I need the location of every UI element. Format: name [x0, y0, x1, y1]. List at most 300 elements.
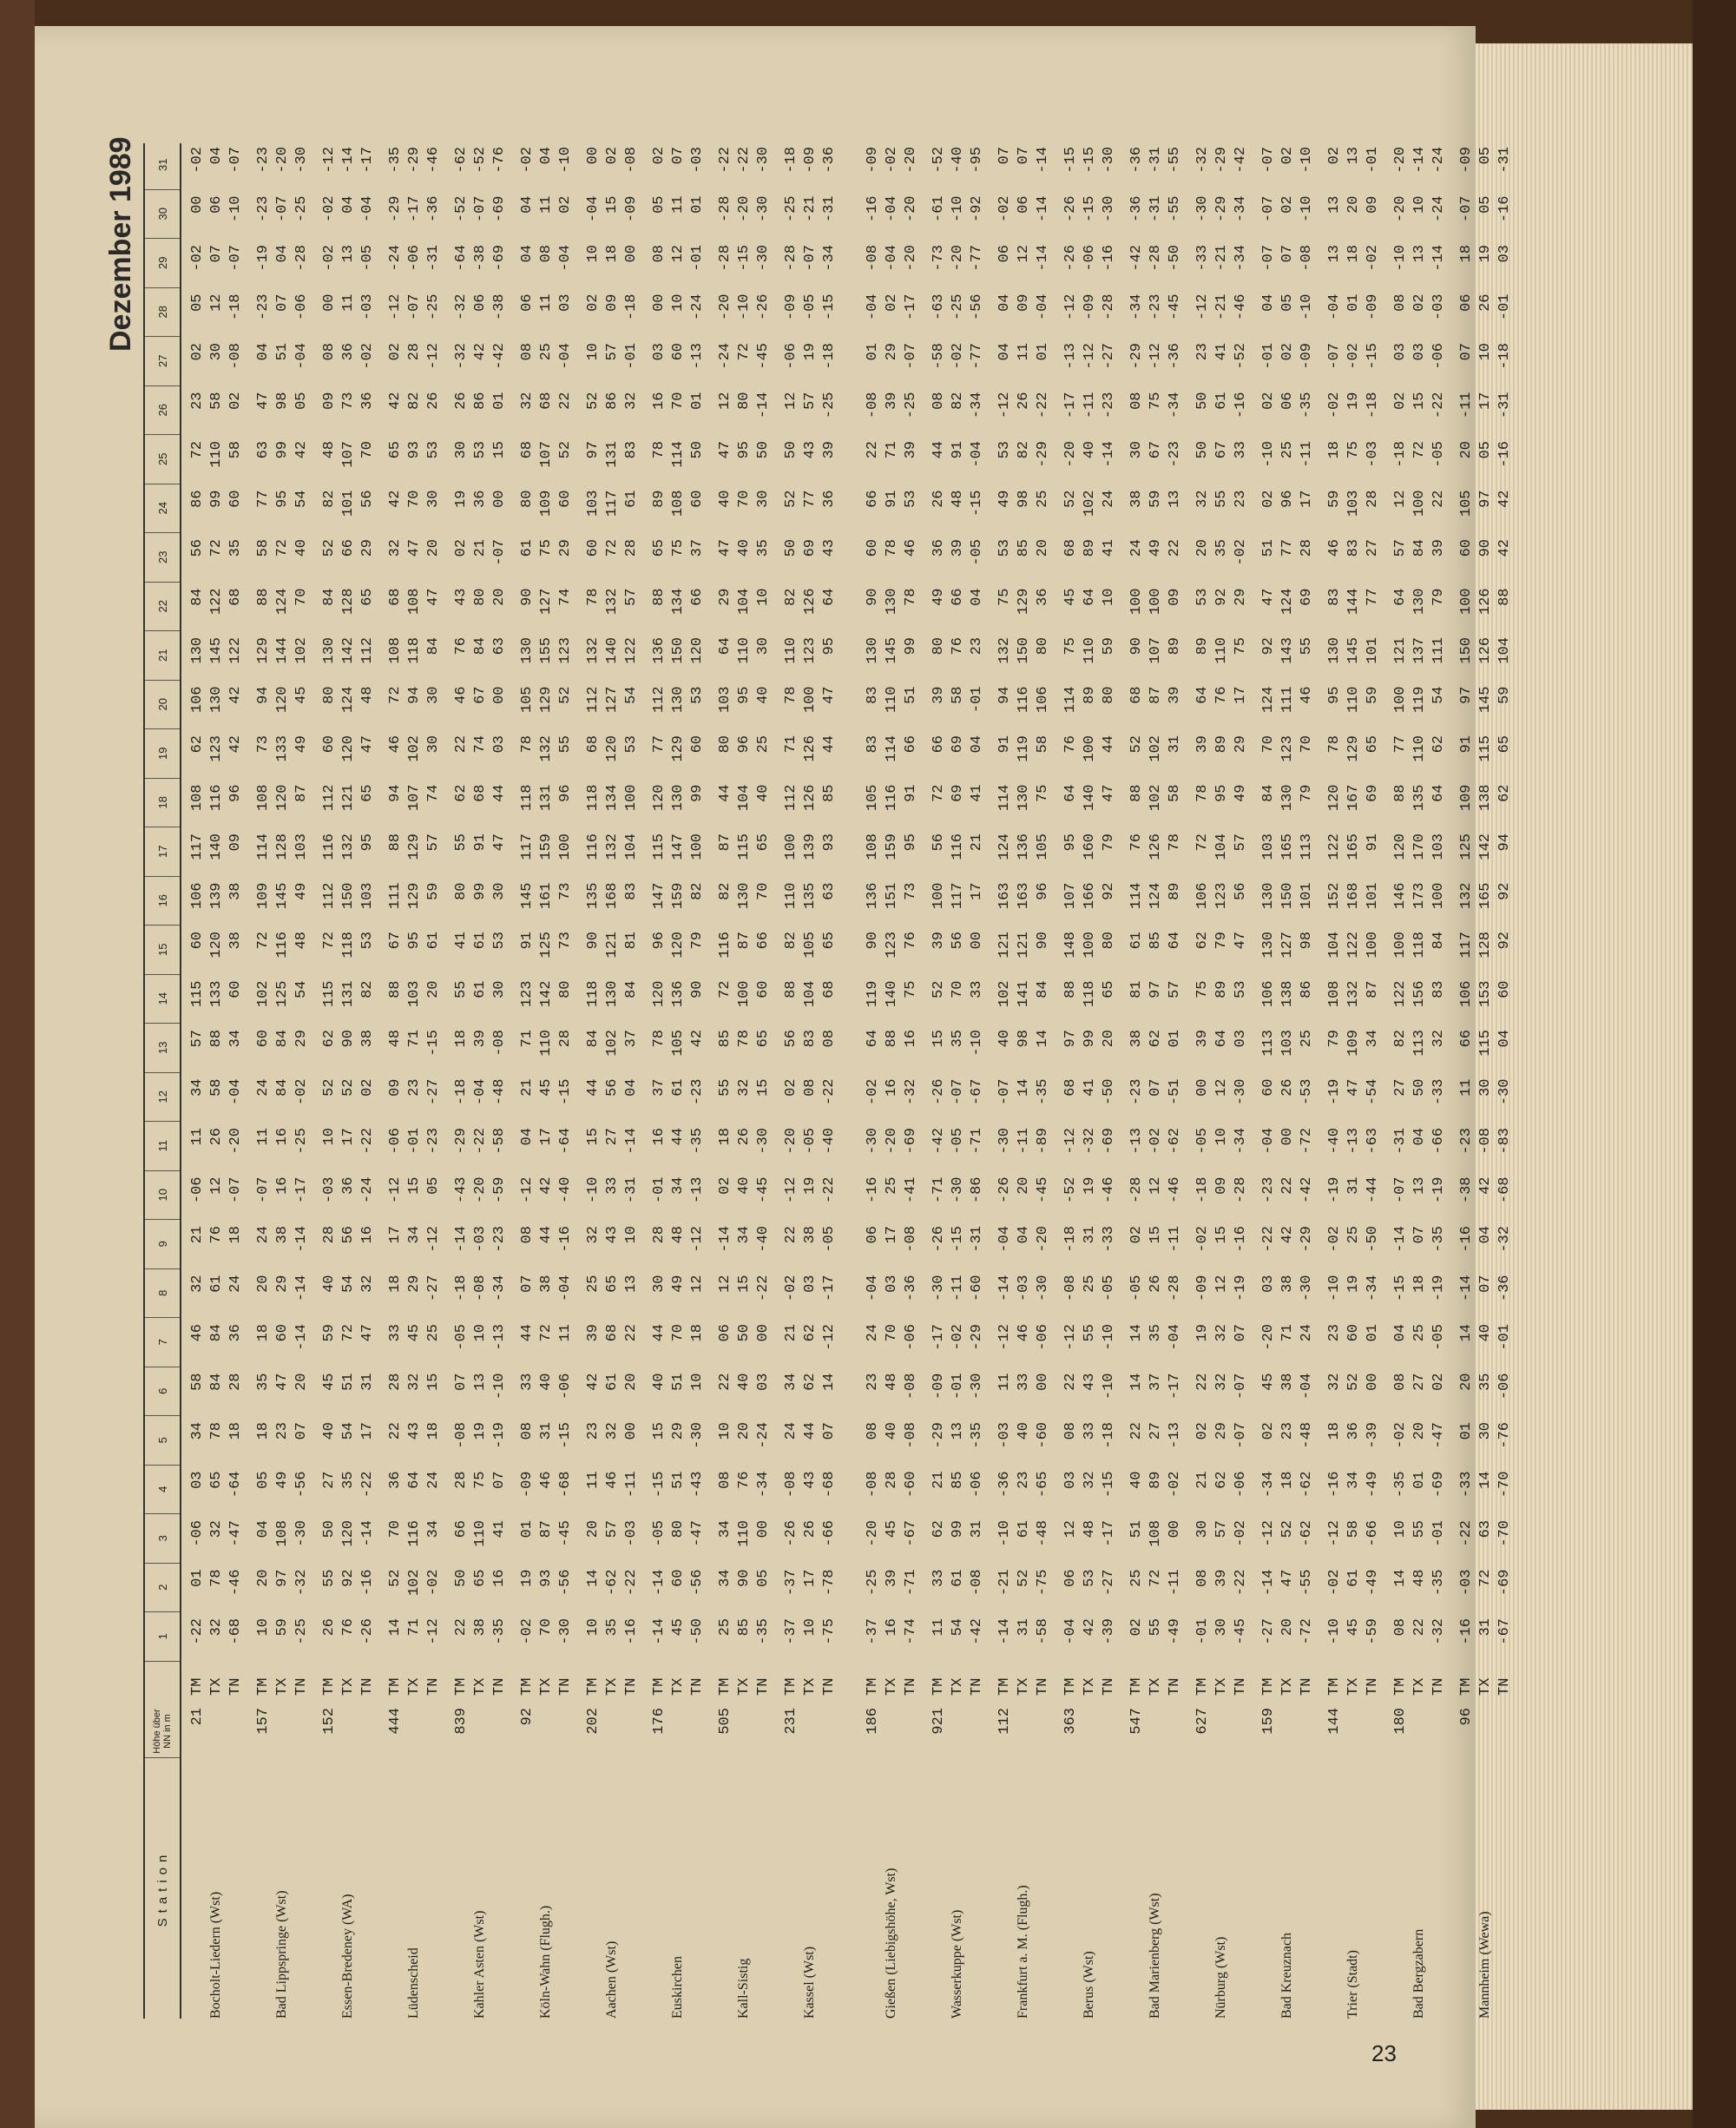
temperature-cell: 55 — [321, 1569, 338, 1587]
temperature-cell: 14 — [1392, 1569, 1409, 1587]
temperature-cell: -20 — [903, 245, 919, 272]
temperature-cell: 78 — [783, 686, 799, 704]
temperature-cell: -34 — [1260, 1471, 1277, 1499]
temperature-cell: 46 — [1299, 686, 1315, 704]
temperature-cell: 72 — [930, 784, 947, 802]
station-height: 180 — [1392, 1708, 1409, 1735]
temperature-cell: 94 — [406, 686, 423, 704]
temperature-cell: 13 — [340, 245, 357, 263]
temperature-cell: 65 — [359, 784, 376, 802]
temperature-cell: -02 — [1326, 1226, 1343, 1253]
temperature-cell: 47 — [1101, 784, 1117, 802]
temperature-cell: 75 — [1194, 980, 1211, 998]
temperature-cell: 27 — [1147, 1422, 1164, 1440]
temperature-cell: -58 — [1035, 1618, 1051, 1645]
temperature-cell: 88 — [255, 588, 272, 606]
temperature-cell: 100 — [1082, 735, 1098, 762]
temperature-cell: 03 — [1260, 1275, 1277, 1293]
temperature-cell: -08 — [1299, 245, 1315, 272]
temperature-cell: -21 — [1213, 245, 1230, 272]
temperature-cell: -30 — [1101, 195, 1117, 223]
temperature-cell: 32 — [208, 1618, 225, 1637]
temperature-cell: 27 — [321, 1471, 338, 1489]
station-name: Trier (Stadt) — [1345, 1950, 1360, 2019]
temperature-cell: 76 — [340, 1618, 357, 1637]
temperature-cell: 89 — [1147, 1471, 1164, 1489]
temperature-cell: 09 — [1016, 293, 1032, 312]
temperature-cell: 28 — [651, 1226, 667, 1244]
temperature-cell: 50 — [736, 1324, 753, 1342]
temperature-cell: 130 — [1260, 932, 1277, 959]
temperature-cell: 55 — [1213, 490, 1230, 508]
temperature-cell: 18 — [255, 1422, 272, 1440]
temperature-cell: -20 — [274, 147, 291, 174]
temperature-cell: -14 — [1458, 1275, 1475, 1302]
temperature-cell: 10 — [1477, 343, 1494, 361]
temperature-cell: -14 — [996, 1618, 1013, 1645]
temperature-cell: 03 — [802, 1275, 819, 1293]
temperature-cell: 15 — [930, 1030, 947, 1048]
temperature-cell: 65 — [472, 1569, 489, 1587]
temperature-cell: 100 — [1458, 588, 1475, 616]
temperature-cell: -70 — [1496, 1471, 1513, 1499]
temperature-cell: -22 — [189, 1618, 206, 1645]
temperature-cell: 20 — [736, 1422, 753, 1440]
temperature-cell: -34 — [1167, 392, 1183, 419]
temperature-cell: 127 — [604, 686, 621, 714]
temperature-cell: 105 — [519, 686, 536, 714]
temperature-cell: -09 — [623, 195, 640, 223]
temperature-cell: 22 — [453, 1618, 470, 1637]
temperature-cell: 32 — [1194, 490, 1211, 508]
temperature-cell: -54 — [1364, 1078, 1381, 1106]
temperature-cell: -06 — [293, 293, 310, 321]
temperature-cell: 170 — [1411, 833, 1428, 860]
temperature-cell: -02 — [293, 1078, 310, 1106]
temperature-cell: -15 — [651, 1471, 667, 1499]
day-column-header: 15 — [145, 926, 180, 976]
temperature-cell: 13 — [1326, 245, 1343, 263]
temperature-cell: 24 — [865, 1324, 881, 1342]
temperature-cell: 32 — [406, 1373, 423, 1391]
temperature-cell: -01 — [950, 1373, 966, 1400]
temperature-cell: 48 — [670, 1226, 687, 1244]
temperature-cell: 53 — [1082, 1569, 1098, 1587]
temperature-cell: -07 — [1458, 195, 1475, 223]
temperature-cell: 139 — [802, 833, 819, 860]
temperature-cell: 11 — [1016, 343, 1032, 361]
temperature-cell: 68 — [1062, 539, 1079, 557]
value-type-label: TN — [1364, 1677, 1381, 1696]
temperature-cell: 83 — [1345, 539, 1362, 557]
temperature-cell: -06 — [387, 1128, 404, 1155]
temperature-cell: 130 — [670, 686, 687, 714]
temperature-cell: 25 — [1035, 490, 1051, 508]
temperature-cell: 47 — [359, 1324, 376, 1342]
temperature-cell: 62 — [1496, 784, 1513, 802]
temperature-cell: -38 — [491, 293, 508, 321]
temperature-cell: 131 — [340, 980, 357, 1008]
temperature-cell: -07 — [1326, 343, 1343, 370]
temperature-cell: 84 — [208, 1373, 225, 1391]
temperature-cell: 140 — [604, 637, 621, 664]
temperature-cell: 02 — [717, 1176, 733, 1195]
temperature-cell: 14 — [821, 1373, 838, 1391]
temperature-cell: -32 — [1430, 1618, 1447, 1645]
temperature-cell: 34 — [227, 1030, 244, 1048]
temperature-cell: -13 — [1128, 1128, 1145, 1155]
temperature-cell: -12 — [425, 1618, 442, 1645]
temperature-cell: 14 — [1477, 1471, 1494, 1489]
temperature-cell: 18 — [1458, 245, 1475, 263]
temperature-cell: -09 — [802, 147, 819, 174]
temperature-cell: 08 — [538, 245, 555, 263]
temperature-cell: 118 — [1082, 980, 1098, 1008]
temperature-cell: 108 — [1147, 1520, 1164, 1547]
temperature-cell: -62 — [1299, 1471, 1315, 1499]
temperature-cell: 59 — [274, 1618, 291, 1637]
temperature-cell: 60 — [1345, 1324, 1362, 1342]
temperature-cell: 103 — [406, 980, 423, 1008]
temperature-cell: -72 — [1299, 1618, 1315, 1645]
temperature-cell: 46 — [453, 686, 470, 704]
temperature-cell: 37 — [1147, 1373, 1164, 1391]
temperature-cell: 38 — [227, 882, 244, 900]
temperature-cell: -03 — [1364, 441, 1381, 468]
temperature-cell: 26 — [1477, 293, 1494, 312]
temperature-cell: 20 — [1458, 1373, 1475, 1391]
temperature-cell: 13 — [1411, 1176, 1428, 1195]
temperature-cell: -22 — [1035, 392, 1051, 419]
temperature-cell: 04 — [969, 735, 985, 754]
temperature-cell: -56 — [293, 1471, 310, 1499]
temperature-cell: -22 — [1458, 1520, 1475, 1547]
temperature-cell: 25 — [425, 1324, 442, 1342]
temperature-cell: 20 — [1279, 1618, 1296, 1637]
temperature-cell: 100 — [1082, 932, 1098, 959]
temperature-cell: 91 — [1364, 833, 1381, 852]
temperature-cell: 53 — [996, 539, 1013, 557]
temperature-cell: 34 — [717, 1520, 733, 1538]
temperature-cell: 48 — [884, 1373, 900, 1391]
temperature-cell: 56 — [1233, 882, 1249, 900]
temperature-cell: 26 — [736, 1128, 753, 1146]
temperature-cell: 30 — [491, 980, 508, 998]
temperature-cell: 78 — [736, 1030, 753, 1048]
temperature-cell: 25 — [585, 1275, 602, 1293]
temperature-cell: 90 — [585, 932, 602, 950]
temperature-cell: 124 — [274, 588, 291, 616]
temperature-cell: 78 — [1167, 833, 1183, 852]
temperature-cell: 20 — [1345, 195, 1362, 214]
temperature-cell: -02 — [1392, 1422, 1409, 1449]
temperature-cell: 62 — [1194, 932, 1211, 950]
temperature-cell: 104 — [1326, 932, 1343, 959]
temperature-cell: 70 — [406, 490, 423, 508]
temperature-cell: -20 — [736, 195, 753, 223]
temperature-cell: -02 — [189, 245, 206, 272]
temperature-cell: 36 — [340, 1176, 357, 1195]
temperature-cell: 60 — [255, 1030, 272, 1048]
temperature-cell: -05 — [1430, 441, 1447, 468]
temperature-cell: 63 — [491, 637, 508, 656]
value-type-label: TX — [1279, 1677, 1296, 1696]
station-name: Gießen (Liebigshöhe, Wst) — [884, 1868, 898, 2019]
temperature-cell: -17 — [1062, 392, 1079, 419]
temperature-cell: -01 — [623, 343, 640, 370]
temperature-cell: 85 — [1016, 539, 1032, 557]
temperature-cell: -04 — [557, 1275, 574, 1302]
temperature-cell: 122 — [1326, 833, 1343, 860]
temperature-cell: 60 — [585, 539, 602, 557]
temperature-cell: 110 — [736, 1520, 753, 1547]
temperature-cell: 57 — [1167, 980, 1183, 998]
temperature-cell: 13 — [472, 1373, 489, 1391]
temperature-cell: 49 — [1147, 539, 1164, 557]
temperature-cell: 08 — [821, 1030, 838, 1048]
temperature-cell: -44 — [1364, 1176, 1381, 1204]
temperature-cell: 137 — [1411, 637, 1428, 664]
temperature-cell: 97 — [585, 441, 602, 459]
temperature-cell: -35 — [1035, 1078, 1051, 1106]
temperature-cell: 73 — [557, 882, 574, 900]
temperature-cell: 60 — [670, 1569, 687, 1587]
temperature-cell: -17 — [1101, 1520, 1117, 1547]
temperature-cell: 142 — [340, 637, 357, 664]
temperature-cell: 43 — [453, 588, 470, 606]
value-type-label: TN — [557, 1677, 574, 1696]
temperature-cell: 14 — [585, 1569, 602, 1587]
temperature-cell: 120 — [670, 932, 687, 959]
temperature-cell: -45 — [557, 1520, 574, 1547]
temperature-cell: -10 — [996, 1520, 1013, 1547]
station-height: 186 — [865, 1708, 881, 1735]
temperature-cell: -16 — [1496, 441, 1513, 468]
temperature-cell: -31 — [1496, 147, 1513, 174]
value-type-label: TM — [865, 1677, 881, 1696]
temperature-cell: 68 — [1062, 1078, 1079, 1097]
temperature-cell: 72 — [387, 686, 404, 704]
temperature-cell: -11 — [1167, 1569, 1183, 1597]
temperature-cell: -19 — [1430, 1275, 1447, 1302]
temperature-cell: 01 — [865, 343, 881, 361]
temperature-cell: -13 — [491, 1324, 508, 1351]
temperature-cell: 75 — [670, 539, 687, 557]
temperature-cell: -06 — [189, 1176, 206, 1204]
temperature-cell: 118 — [585, 784, 602, 812]
temperature-cell: 61 — [623, 490, 640, 508]
temperature-cell: 72 — [1194, 833, 1211, 852]
temperature-cell: 31 — [1345, 1176, 1362, 1195]
temperature-cell: 161 — [538, 882, 555, 910]
day-column-header: 11 — [145, 1122, 180, 1172]
temperature-cell: 123 — [1279, 735, 1296, 762]
temperature-cell: 47 — [406, 539, 423, 557]
temperature-cell: 18 — [453, 1030, 470, 1048]
temperature-cell: 94 — [996, 686, 1013, 704]
temperature-cell: 46 — [538, 1471, 555, 1489]
temperature-cell: -03 — [472, 1226, 489, 1253]
temperature-cell: -29 — [1128, 343, 1145, 370]
temperature-cell: 12 — [1147, 1176, 1164, 1195]
temperature-cell: 122 — [623, 637, 640, 664]
temperature-cell: 59 — [1101, 637, 1117, 656]
temperature-cell: -17 — [903, 293, 919, 321]
temperature-cell: 80 — [717, 735, 733, 754]
temperature-cell: 23 — [585, 1422, 602, 1440]
day-column-header: 3 — [145, 1514, 180, 1565]
temperature-cell: 80 — [453, 882, 470, 900]
temperature-cell: 48 — [950, 490, 966, 508]
temperature-cell: 120 — [274, 686, 291, 714]
temperature-cell: 23 — [1016, 1471, 1032, 1489]
temperature-cell: -26 — [359, 1618, 376, 1645]
temperature-cell: 22 — [1128, 1422, 1145, 1440]
temperature-cell: 61 — [1016, 1520, 1032, 1538]
temperature-cell: 13 — [950, 1422, 966, 1440]
temperature-cell: 02 — [1260, 490, 1277, 508]
value-type-label: TN — [1430, 1677, 1447, 1696]
temperature-cell: 15 — [491, 441, 508, 459]
value-type-label: TN — [425, 1677, 442, 1696]
temperature-cell: 165 — [1477, 882, 1494, 910]
temperature-cell: -12 — [321, 147, 338, 174]
temperature-cell: 89 — [1213, 735, 1230, 754]
temperature-cell: 15 — [406, 1176, 423, 1195]
value-type-label: TM — [651, 1677, 667, 1696]
temperature-cell: 126 — [802, 784, 819, 812]
temperature-cell: 152 — [1326, 882, 1343, 910]
temperature-cell: 44 — [519, 1324, 536, 1342]
temperature-cell: 50 — [321, 1520, 338, 1538]
temperature-cell: 52 — [387, 1569, 404, 1587]
temperature-cell: -42 — [1299, 1176, 1315, 1204]
temperature-cell: 82 — [321, 490, 338, 508]
temperature-cell: -01 — [1496, 1324, 1513, 1351]
temperature-cell: 30 — [1477, 1422, 1494, 1440]
temperature-cell: 62 — [321, 1030, 338, 1048]
temperature-cell: 35 — [1147, 1324, 1164, 1342]
temperature-cell: -07 — [406, 293, 423, 321]
temperature-cell: -25 — [865, 1569, 881, 1597]
temperature-cell: 92 — [1213, 588, 1230, 606]
temperature-cell: 25 — [538, 343, 555, 361]
temperature-cell: -03 — [359, 293, 376, 321]
temperature-cell: -12 — [387, 1176, 404, 1204]
temperature-cell: 10 — [623, 1226, 640, 1244]
temperature-cell: 00 — [969, 932, 985, 950]
temperature-cell: 04 — [340, 195, 357, 214]
temperature-cell: 17 — [969, 882, 985, 900]
temperature-cell: 91 — [472, 833, 489, 852]
temperature-cell: 13 — [623, 1275, 640, 1293]
temperature-cell: 150 — [340, 882, 357, 910]
temperature-cell: -20 — [1035, 1226, 1051, 1253]
temperature-cell: -12 — [425, 1226, 442, 1253]
temperature-cell: 88 — [651, 588, 667, 606]
temperature-cell: -62 — [1299, 1520, 1315, 1547]
temperature-cell: 05 — [189, 293, 206, 312]
temperature-cell: 31 — [1016, 1618, 1032, 1637]
temperature-cell: -35 — [969, 1422, 985, 1449]
temperature-cell: 10 — [321, 1128, 338, 1146]
temperature-cell: 51 — [340, 1373, 357, 1391]
temperature-cell: 65 — [604, 1275, 621, 1293]
temperature-cell: 02 — [453, 539, 470, 557]
temperature-cell: 70 — [950, 980, 966, 998]
temperature-cell: 02 — [1260, 392, 1277, 410]
value-type-label: TX — [1016, 1677, 1032, 1696]
temperature-cell: -18 — [821, 343, 838, 370]
temperature-cell: 25 — [1299, 1030, 1315, 1048]
temperature-cell: -14 — [996, 1275, 1013, 1302]
temperature-cell: 130 — [189, 637, 206, 664]
temperature-cell: 100 — [1411, 490, 1428, 517]
temperature-cell: 24 — [227, 1275, 244, 1293]
temperature-cell: 64 — [1392, 588, 1409, 606]
temperature-cell: -23 — [1458, 1128, 1475, 1155]
temperature-cell: 29 — [557, 539, 574, 557]
temperature-cell: 66 — [930, 735, 947, 754]
temperature-cell: 30 — [1194, 1520, 1211, 1538]
temperature-cell: -68 — [821, 1471, 838, 1499]
temperature-cell: 130 — [670, 784, 687, 812]
temperature-cell: 139 — [208, 882, 225, 910]
temperature-cell: -08 — [453, 1422, 470, 1449]
temperature-cell: 109 — [1458, 784, 1475, 812]
temperature-cell: 71 — [406, 1618, 423, 1637]
temperature-cell: -17 — [293, 1176, 310, 1204]
temperature-cell: 10 — [585, 1618, 602, 1637]
temperature-cell: 136 — [651, 637, 667, 664]
temperature-cell: 52 — [1279, 1520, 1296, 1538]
temperature-cell: -59 — [1364, 1618, 1381, 1645]
temperature-cell: 88 — [387, 833, 404, 852]
temperature-cell: 05 — [651, 195, 667, 214]
temperature-cell: -16 — [1326, 1471, 1343, 1499]
temperature-cell: 117 — [1458, 932, 1475, 959]
temperature-cell: -52 — [1062, 1176, 1079, 1204]
temperature-cell: -10 — [557, 147, 574, 174]
temperature-cell: -07 — [227, 245, 244, 272]
temperature-cell: -77 — [969, 245, 985, 272]
temperature-cell: -16 — [865, 1176, 881, 1204]
temperature-cell: -09 — [1299, 343, 1315, 370]
temperature-cell: -07 — [1260, 147, 1277, 174]
temperature-cell: -17 — [406, 195, 423, 223]
temperature-cell: 52 — [585, 392, 602, 410]
temperature-cell: 32 — [519, 392, 536, 410]
temperature-cell: 48 — [293, 932, 310, 950]
temperature-cell: 58 — [208, 1078, 225, 1097]
temperature-cell: 168 — [1345, 882, 1362, 910]
temperature-cell: -20 — [783, 1128, 799, 1155]
temperature-cell: 156 — [1411, 980, 1428, 1008]
temperature-cell: 10 — [717, 1422, 733, 1440]
temperature-cell: 33 — [1016, 1373, 1032, 1391]
temperature-cell: -04 — [865, 1275, 881, 1302]
temperature-cell: 07 — [519, 1275, 536, 1293]
temperature-cell: -01 — [1496, 293, 1513, 321]
temperature-cell: 22 — [453, 735, 470, 754]
temperature-cell: 128 — [274, 833, 291, 860]
value-type-label: TX — [670, 1677, 687, 1696]
temperature-cell: -62 — [1167, 1128, 1183, 1155]
temperature-cell: 59 — [1496, 686, 1513, 704]
temperature-cell: -40 — [821, 1128, 838, 1155]
temperature-cell: -10 — [969, 1030, 985, 1057]
temperature-cell: 100 — [1147, 588, 1164, 616]
